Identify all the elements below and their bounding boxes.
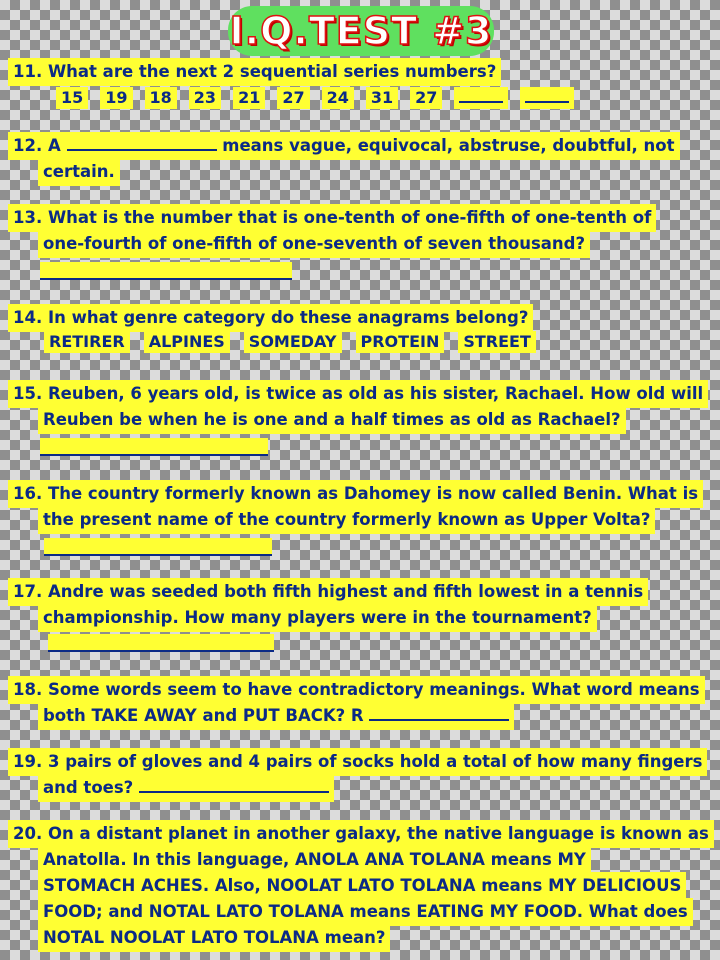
question-17-line1: 17. Andre was seeded both fifth highest and fifth lowest in a tennis [10,580,646,604]
question-15 [10,382,706,434]
series-number: 18 [145,87,177,109]
question-20-line4: FOOD; and NOTAL LATO TOLANA means EATING MY FOOD. What does [40,900,691,924]
question-19-line2: and toes? [43,778,134,797]
question-13 [10,206,654,258]
question-18 [10,678,703,730]
question-18-line1: 18. Some words seem to have contradictory meanings. What word means [10,678,703,702]
series-number: 27 [277,87,309,109]
answer-blank[interactable] [454,87,508,109]
question-17 [10,580,646,632]
question-13-line2: one-fourth of one-fifth of one-seventh of seven thousand? [40,232,588,256]
page-title: I.Q.TEST #3 [228,6,494,56]
question-19 [10,750,705,802]
question-12-line2: certain. [40,160,118,184]
question-18-line2: both TAKE AWAY and PUT BACK? R [43,706,364,725]
question-14-text: 14. In what genre category do these anagrams belong? [10,306,531,330]
answer-line[interactable] [40,262,292,280]
series-number: 31 [366,87,398,109]
answer-blank[interactable] [139,777,329,793]
answer-line[interactable] [44,538,272,556]
number-series [56,87,574,109]
series-number: 24 [322,87,354,109]
question-20 [10,822,712,952]
series-number: 21 [233,87,265,109]
question-20-line2: Anatolla. In this language, ANOLA ANA TOLANA means MY [40,848,589,872]
series-number: 27 [410,87,442,109]
question-15-line2: Reuben be when he is one and a half times as old as Rachael? [40,408,624,432]
answer-blank[interactable] [369,705,509,721]
anagram-word: PROTEIN [356,331,445,353]
series-number: 15 [56,87,88,109]
question-20-line1: 20. On a distant planet in another galaxy, the native language is known as [10,822,712,846]
question-16-line1: 16. The country formerly known as Dahomey is now called Benin. What is [10,482,701,506]
series-number: 23 [189,87,221,109]
anagram-word: SOMEDAY [244,331,342,353]
question-19-line1: 19. 3 pairs of gloves and 4 pairs of socks hold a total of how many fingers [10,750,705,774]
question-20-line3: STOMACH ACHES. Also, NOOLAT LATO TOLANA means MY DELICIOUS [40,874,684,898]
anagram-list [44,331,536,353]
question-13-line1: 13. What is the number that is one-tenth of one-fifth of one-tenth of [10,206,654,230]
question-16-line2: the present name of the country formerly known as Upper Volta? [40,508,653,532]
anagram-word: RETIRER [44,331,130,353]
answer-line[interactable] [40,438,268,456]
question-20-line5: NOTAL NOOLAT LATO TOLANA mean? [40,926,388,950]
answer-blank[interactable] [520,87,574,109]
answer-line[interactable] [48,634,274,652]
question-11 [10,60,499,86]
question-14 [10,306,531,332]
question-17-line2: championship. How many players were in the tournament? [40,606,595,630]
anagram-word: STREET [458,331,536,353]
question-15-line1: 15. Reuben, 6 years old, is twice as old as his sister, Rachael. How old will [10,382,706,406]
anagram-word: ALPINES [144,331,230,353]
question-11-text: 11. What are the next 2 sequential series numbers? [10,60,499,84]
question-12 [10,134,678,186]
answer-blank[interactable] [67,135,217,151]
series-number: 19 [100,87,132,109]
question-16 [10,482,701,534]
question-12-prefix: 12. A [13,136,61,155]
question-12-suffix: means vague, equivocal, abstruse, doubtful, not [222,136,675,155]
